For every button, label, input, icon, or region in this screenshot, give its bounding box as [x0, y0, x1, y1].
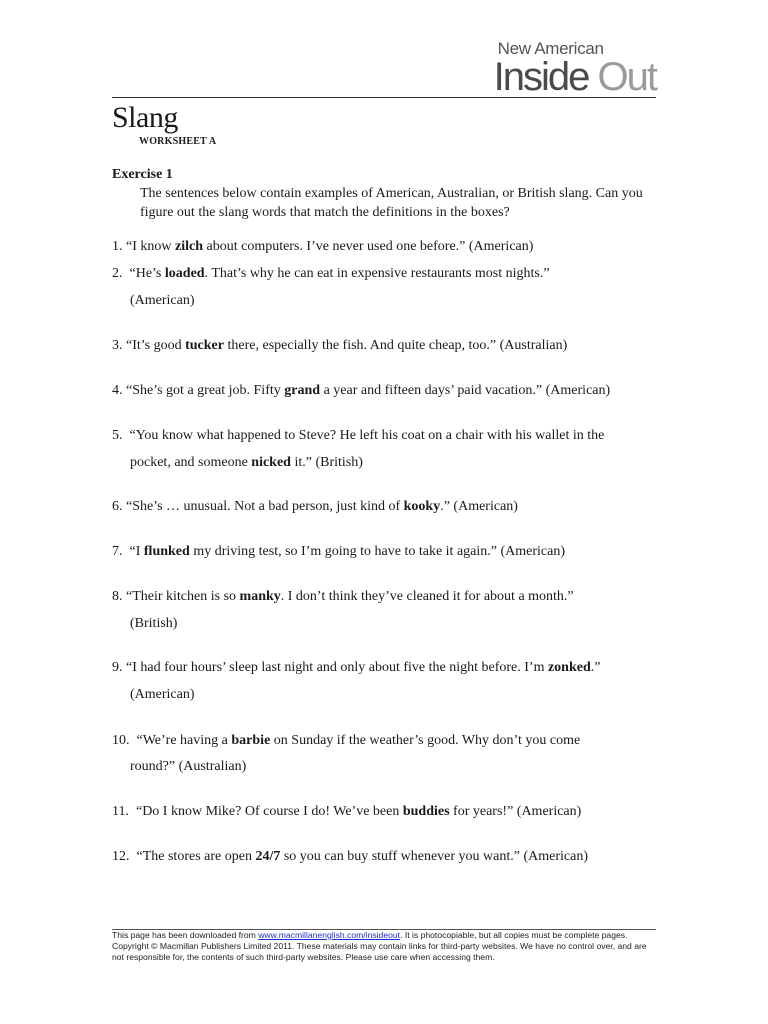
list-item	[112, 332, 672, 359]
item-continuation: (American)	[130, 687, 195, 702]
slang-word: 24/7	[255, 849, 281, 864]
item-continuation: (British)	[130, 616, 178, 631]
slang-word: zilch	[175, 239, 203, 254]
slang-word: manky	[239, 589, 281, 604]
list-item	[112, 843, 672, 870]
slang-word: zonked	[547, 660, 591, 675]
item-text-pre: “I	[129, 544, 144, 559]
footer-text-post: . It is photocopiable, but all copies must be complete pages. Copyright © Macmillan Publishers Limited 2011. These materials may contain links for third-party websites. We have no control over, and are not responsible for, the contents of such third-party websites. Please use care when accessing them.	[112, 930, 647, 962]
item-text-post: so you can buy stuff whenever you want.” (American)	[280, 849, 588, 864]
brand-line1: New American	[497, 39, 604, 58]
item-text-post: on Sunday if the weather’s good. Why don’t you come	[270, 733, 581, 748]
brand-out: Out	[597, 55, 656, 99]
slang-word: kooky	[403, 499, 441, 514]
item-text-pre: “Their kitchen is so	[126, 589, 240, 604]
item-continuation	[130, 449, 690, 476]
item-text-post: .” (American)	[440, 499, 518, 514]
item-text-post: about computers. I’ve never used one before.” (American)	[203, 239, 534, 254]
item-text-pre: “She’s got a great job. Fifty	[126, 383, 285, 398]
page-title: Slang	[112, 101, 178, 134]
item-text-pre: pocket, and someone	[130, 455, 252, 470]
exercise-intro: The sentences below contain examples of American, Australian, or British slang. Can you figure out the slang words that match the definitions in the boxes?	[140, 186, 643, 220]
item-number: 4.	[112, 383, 123, 398]
header-divider	[112, 97, 656, 98]
item-continuation: (American)	[130, 293, 195, 308]
item-text-post: it.” (British)	[290, 455, 363, 470]
slang-word: grand	[284, 383, 321, 398]
item-number: 3.	[112, 338, 123, 353]
exercise-heading: Exercise 1	[112, 167, 173, 182]
item-text-post: there, especially the fish. And quite cheap, too.” (Australian)	[224, 338, 568, 353]
item-text-post: my driving test, so I’m going to have to take it again.” (American)	[189, 544, 565, 559]
item-number: 1.	[112, 239, 123, 254]
slang-word: buddies	[402, 804, 450, 819]
item-text-pre: “You know what happened to Steve? He left his coat on a chair with his wallet in the	[129, 428, 605, 443]
slang-word: flunked	[143, 544, 190, 559]
item-number: 5.	[112, 428, 123, 443]
item-number: 6.	[112, 499, 123, 514]
worksheet-label: WORKSHEET A	[139, 136, 217, 147]
item-number: 7.	[112, 544, 123, 559]
item-text-pre: “I know	[126, 239, 175, 254]
item-text-post: for years!” (American)	[449, 804, 582, 819]
item-number: 11.	[112, 804, 129, 819]
list-item	[112, 422, 672, 449]
list-item	[112, 538, 672, 565]
item-number: 8.	[112, 589, 123, 604]
item-text-pre: “Do I know Mike? Of course I do! We’ve been	[135, 804, 403, 819]
list-item	[112, 260, 672, 287]
item-text-pre: “We’re having a	[136, 733, 232, 748]
footer-notice	[112, 930, 656, 963]
item-text-pre: “It’s good	[126, 338, 186, 353]
footer-link[interactable]: www.macmillanenglish.com/insideout	[258, 930, 401, 940]
item-number: 10.	[112, 733, 130, 748]
item-text-pre: “The stores are open	[136, 849, 256, 864]
list-item	[112, 583, 672, 610]
slang-word: loaded	[164, 266, 205, 281]
item-text-pre: “I had four hours’ sleep last night and only about five the night before. I’m	[126, 660, 548, 675]
item-continuation: round?” (Australian)	[130, 759, 247, 774]
brand-inside: Inside	[493, 55, 598, 99]
item-number: 2.	[112, 266, 123, 281]
list-item	[112, 727, 672, 754]
item-text-pre: “He’s	[129, 266, 165, 281]
item-text-post: . That’s why he can eat in expensive restaurants most nights.”	[204, 266, 550, 281]
item-number: 12.	[112, 849, 130, 864]
list-item	[112, 493, 672, 520]
item-text-pre: “She’s … unusual. Not a bad person, just kind of	[126, 499, 404, 514]
list-item	[112, 233, 672, 260]
slang-word: barbie	[231, 733, 271, 748]
brand-line2	[493, 55, 656, 99]
item-text-post: . I don’t think they’ve cleaned it for about a month.”	[280, 589, 574, 604]
footer-text-pre: This page has been downloaded from	[112, 930, 259, 940]
slang-word: nicked	[251, 455, 291, 470]
item-number: 9.	[112, 660, 123, 675]
list-item	[112, 798, 672, 825]
list-item	[112, 377, 672, 404]
slang-word: tucker	[185, 338, 224, 353]
list-item	[112, 654, 672, 681]
brand-logo	[493, 39, 656, 99]
item-text-post: a year and fifteen days’ paid vacation.” (American)	[320, 383, 611, 398]
item-text-post: .”	[590, 660, 601, 675]
